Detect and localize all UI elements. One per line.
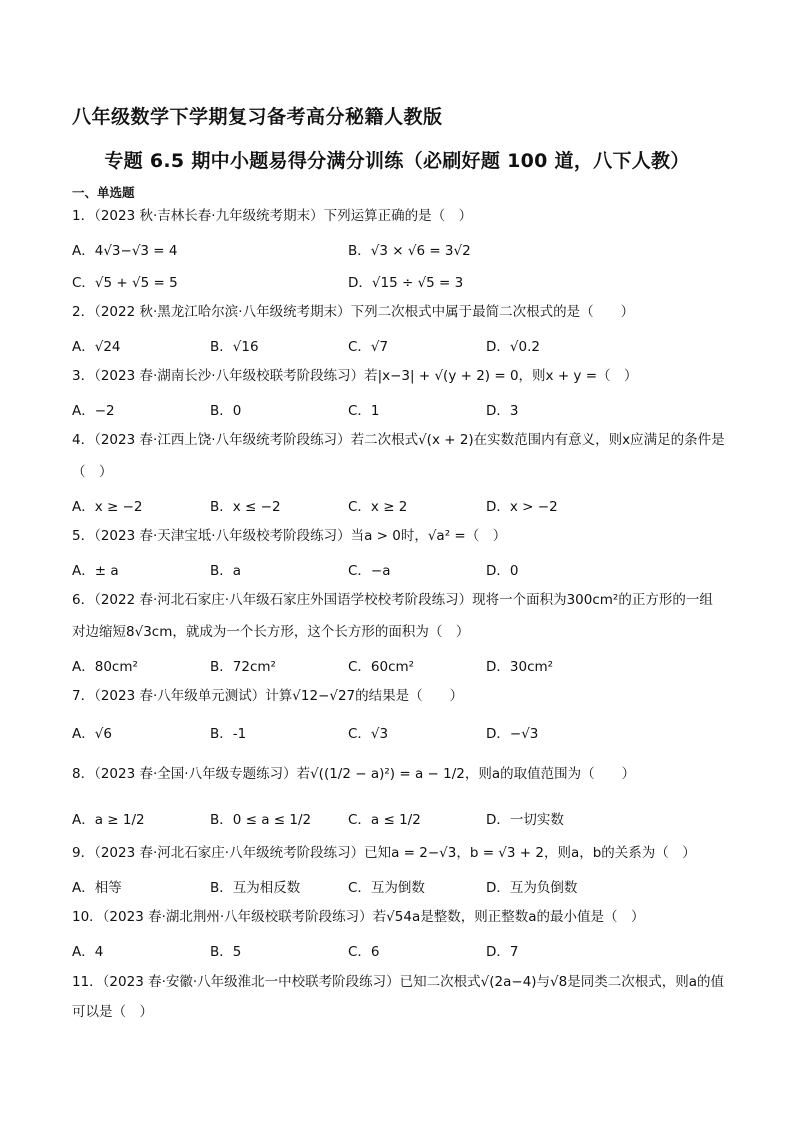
question-8-option-b: B．0 ≤ a ≤ 1/2 xyxy=(210,812,312,828)
question-4-stem-cont: （ ） xyxy=(72,464,113,480)
question-6-option-c: C．60cm² xyxy=(348,659,415,675)
question-3-option-b: B．0 xyxy=(210,403,242,419)
question-4-option-a: A．x ≥ −2 xyxy=(72,499,143,515)
question-5-option-a: A．± a xyxy=(72,563,119,579)
question-6-stem: 6．（2022 春·河北石家庄·八年级石家庄外国语学校校考阶段练习）现将一个面积为300cm²的正方形的一组 xyxy=(72,592,713,608)
question-6-option-b: B．72cm² xyxy=(210,659,276,675)
question-6-option-d: D．30cm² xyxy=(486,659,554,675)
question-10-option-c: C．6 xyxy=(348,944,380,960)
question-2-option-b: B．√16 xyxy=(210,339,259,355)
question-7-option-b: B．-1 xyxy=(210,726,247,742)
question-1-option-b: B．√3 × √6 = 3√2 xyxy=(348,243,471,259)
question-4-stem: 4．（2023 春·江西上饶·八年级统考阶段练习）若二次根式√(x + 2)在实数范围内有意义，则x应满足的条件是 xyxy=(72,432,725,448)
question-7-stem: 7．（2023 春·八年级单元测试）计算√12−√27的结果是（ ） xyxy=(72,688,464,704)
question-11-stem: 11．（2023 春·安徽·八年级淮北一中校联考阶段练习）已知二次根式√(2a−4)与√8是同类二次根式，则a的值 xyxy=(72,974,725,990)
question-10-stem: 10．（2023 春·湖北荆州·八年级校联考阶段练习）若√54a是整数，则正整数a的最小值是（ ） xyxy=(72,909,645,925)
question-8-option-a: A．a ≥ 1/2 xyxy=(72,812,145,828)
question-1-option-a: A．4√3−√3 = 4 xyxy=(72,243,178,259)
question-1-option-c: C．√5 + √5 = 5 xyxy=(72,275,178,291)
question-4-option-b: B．x ≤ −2 xyxy=(210,499,281,515)
question-10-option-d: D．7 xyxy=(486,944,519,960)
section-heading: 一、单选题 xyxy=(72,185,135,200)
question-3-option-c: C．1 xyxy=(348,403,380,419)
question-5-stem: 5．（2023 春·天津宝坻·八年级校考阶段练习）当a > 0时，√a² =（ ） xyxy=(72,528,507,544)
question-3-option-a: A．−2 xyxy=(72,403,115,419)
question-7-option-d: D．−√3 xyxy=(486,726,539,742)
question-2-option-a: A．√24 xyxy=(72,339,121,355)
question-5-option-b: B．a xyxy=(210,563,242,579)
question-7-option-c: C．√3 xyxy=(348,726,389,742)
question-6-option-a: A．80cm² xyxy=(72,659,138,675)
question-5-option-d: D．0 xyxy=(486,563,519,579)
question-2-option-d: D．√0.2 xyxy=(486,339,540,355)
question-2-option-c: C．√7 xyxy=(348,339,389,355)
question-3-option-d: D．3 xyxy=(486,403,519,419)
question-9-option-b: B．互为相反数 xyxy=(210,880,301,896)
question-8-option-c: C．a ≤ 1/2 xyxy=(348,812,421,828)
question-9-option-c: C．互为倒数 xyxy=(348,880,425,896)
question-7-option-a: A．√6 xyxy=(72,726,112,742)
question-5-option-c: C．−a xyxy=(348,563,391,579)
question-1-stem: 1．（2023 秋·吉林长春·九年级统考期末）下列运算正确的是（ ） xyxy=(72,208,473,224)
page-title: 专题 6.5 期中小题易得分满分训练（必刷好题 100 道，八下人教） xyxy=(104,150,690,172)
question-9-option-a: A．相等 xyxy=(72,880,122,896)
question-10-option-a: A．4 xyxy=(72,944,104,960)
question-11-stem-cont: 可以是（ ） xyxy=(72,1004,153,1020)
question-10-option-b: B．5 xyxy=(210,944,242,960)
series-title: 八年级数学下学期复习备考高分秘籍人教版 xyxy=(72,106,443,128)
question-9-stem: 9．（2023 春·河北石家庄·八年级统考阶段练习）已知a = 2−√3，b = √3 + 2，则a，b的关系为（ ） xyxy=(72,845,696,861)
question-8-stem: 8．（2023 春·全国·八年级专题练习）若√((1/2 − a)²) = a − 1/2，则a的取值范围为（ ） xyxy=(72,766,636,782)
question-3-stem: 3．（2023 春·湖南长沙·八年级校联考阶段练习）若|x−3| + √(y + 2) = 0，则x + y =（ ） xyxy=(72,368,638,384)
question-6-stem-cont: 对边缩短8√3cm，就成为一个长方形，这个长方形的面积为（ ） xyxy=(72,624,470,640)
question-9-option-d: D．互为负倒数 xyxy=(486,880,578,896)
question-1-option-d: D．√15 ÷ √5 = 3 xyxy=(348,275,464,291)
question-2-stem: 2．（2022 秋·黑龙江哈尔滨·八年级统考期末）下列二次根式中属于最简二次根式的是（ ） xyxy=(72,304,635,320)
question-4-option-d: D．x > −2 xyxy=(486,499,558,515)
question-4-option-c: C．x ≥ 2 xyxy=(348,499,408,515)
question-8-option-d: D．一切实数 xyxy=(486,812,564,828)
